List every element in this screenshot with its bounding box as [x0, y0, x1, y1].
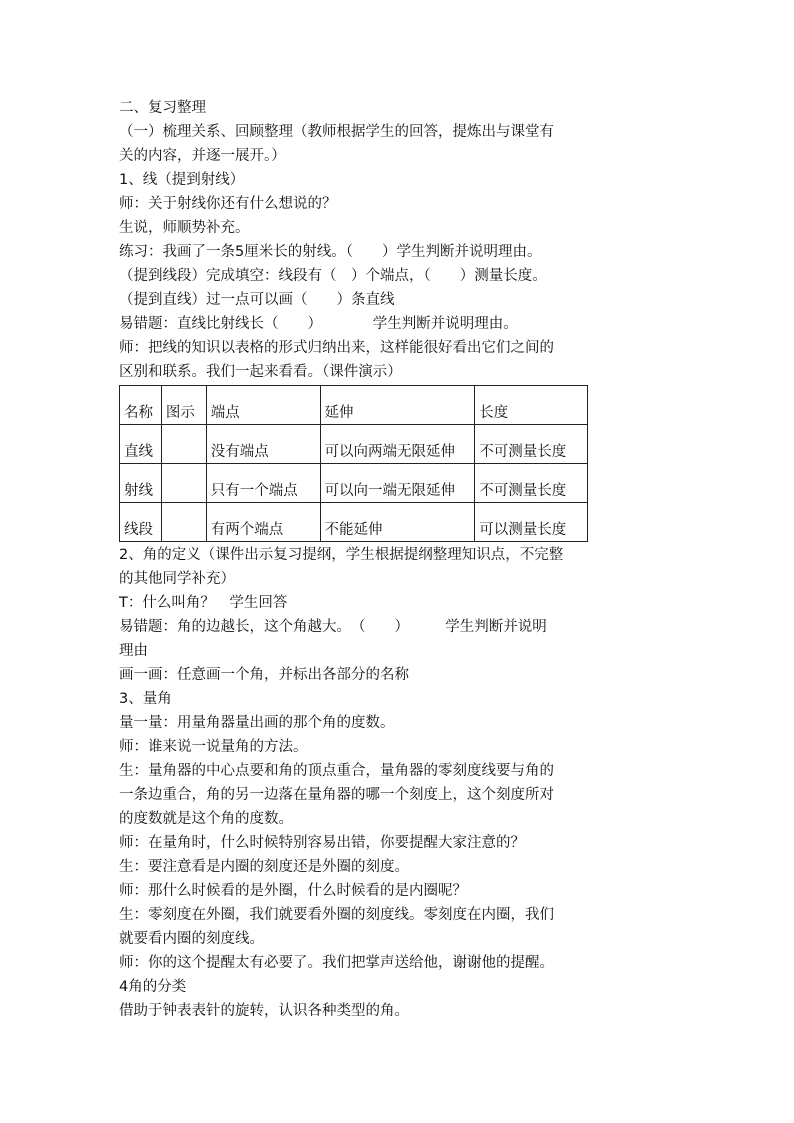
exercise-line: （提到线段）完成填空：线段有（ ）个端点，（ ）测量长度。 [119, 268, 547, 284]
paragraph-line: 理由 [119, 643, 148, 659]
table-cell: 可以测量长度 [475, 503, 588, 542]
exercise-line: （提到直线）过一点可以画（ ）条直线 [119, 292, 395, 308]
paragraph-line: 借助于钟表表针的旋转，认识各种类型的角。 [119, 1003, 409, 1019]
subsection-heading: 4角的分类 [119, 979, 187, 995]
line-comparison-table [119, 385, 588, 542]
table-cell: 有两个端点 [206, 503, 320, 542]
exercise-line: 画一画：任意画一个角，并标出各部分的名称 [119, 667, 409, 683]
paragraph-line: 区别和联系。我们一起来看看。（课件演示） [119, 364, 402, 380]
table-cell: 线段 [120, 503, 162, 542]
table-cell: 射线 [120, 464, 162, 503]
exercise-line: 练习：我画了一条5厘米长的射线。（ ）学生判断并说明理由。 [119, 244, 542, 260]
subsection-heading: 3、量角 [119, 691, 172, 707]
exercise-line: 易错题：直线比射线长（ ） 学生判断并说明理由。 [119, 316, 518, 332]
table-header-row [120, 386, 588, 425]
table-cell [161, 503, 206, 542]
table-cell: 不能延伸 [320, 503, 475, 542]
section-after-table [119, 543, 611, 1023]
paragraph-line: 生：量角器的中心点要和角的顶点重合，量角器的零刻度线要与角的 [119, 763, 554, 779]
paragraph-line: 生：零刻度在外圈，我们就要看外圈的刻度线。零刻度在内圈，我们 [119, 907, 554, 923]
table-cell: 没有端点 [206, 425, 320, 464]
table-cell [161, 464, 206, 503]
section-before-table [119, 96, 611, 384]
paragraph-line: 的度数就是这个角的度数。 [119, 811, 293, 827]
paragraph-line: 师：把线的知识以表格的形式归纳出来，这样能很好看出它们之间的 [119, 340, 554, 356]
paragraph-line: T：什么叫角？ 学生回答 [119, 595, 288, 611]
table-header-cell: 长度 [475, 386, 588, 425]
table-cell [161, 425, 206, 464]
table-header-cell: 图示 [161, 386, 206, 425]
subsection-heading: 2、角的定义（课件出示复习提纲，学生根据提纲整理知识点，不完整 [119, 547, 564, 563]
table-cell: 可以向两端无限延伸 [320, 425, 475, 464]
exercise-line: 易错题：角的边越长，这个角越大。 （ ） 学生判断并说明 [119, 619, 547, 635]
table-cell: 不可测量长度 [475, 425, 588, 464]
table-cell: 可以向一端无限延伸 [320, 464, 475, 503]
table-cell: 只有一个端点 [206, 464, 320, 503]
paragraph-line: （一）梳理关系、回顾整理（教师根据学生的回答，提炼出与课堂有 [119, 124, 554, 140]
paragraph-line: 一条边重合，角的另一边落在量角器的哪一个刻度上，这个刻度所对 [119, 787, 554, 803]
subsection-heading: 1、线（提到射线） [119, 172, 245, 188]
paragraph-line: 关的内容，并逐一展开。） [119, 148, 286, 164]
paragraph-line: 师：谁来说一说量角的方法。 [119, 739, 308, 755]
table-row [120, 464, 588, 503]
table-header-cell: 端点 [206, 386, 320, 425]
paragraph-line: 师：你的这个提醒太有必要了。我们把掌声送给他，谢谢他的提醒。 [119, 955, 554, 971]
section-heading: 二、复习整理 [119, 100, 206, 116]
paragraph-line: 生：要注意看是内圈的刻度还是外圈的刻度。 [119, 859, 409, 875]
table-cell: 不可测量长度 [475, 464, 588, 503]
table-header-cell: 延伸 [320, 386, 475, 425]
paragraph-line: 师：在量角时，什么时候特别容易出错，你要提醒大家注意的？ [119, 835, 525, 851]
paragraph-line: 师：关于射线你还有什么想说的？ [119, 196, 337, 212]
paragraph-line: 生说，师顺势补充。 [119, 220, 250, 236]
table-row [120, 503, 588, 542]
table-header-cell: 名称 [120, 386, 162, 425]
paragraph-line: 的其他同学补充） [119, 571, 235, 587]
paragraph-line: 就要看内圈的刻度线。 [119, 931, 264, 947]
table-row [120, 425, 588, 464]
paragraph-line: 师：那什么时候看的是外圈，什么时候看的是内圈呢？ [119, 883, 467, 899]
document-page [119, 96, 611, 1023]
table-cell: 直线 [120, 425, 162, 464]
exercise-line: 量一量：用量角器量出画的那个角的度数。 [119, 715, 395, 731]
